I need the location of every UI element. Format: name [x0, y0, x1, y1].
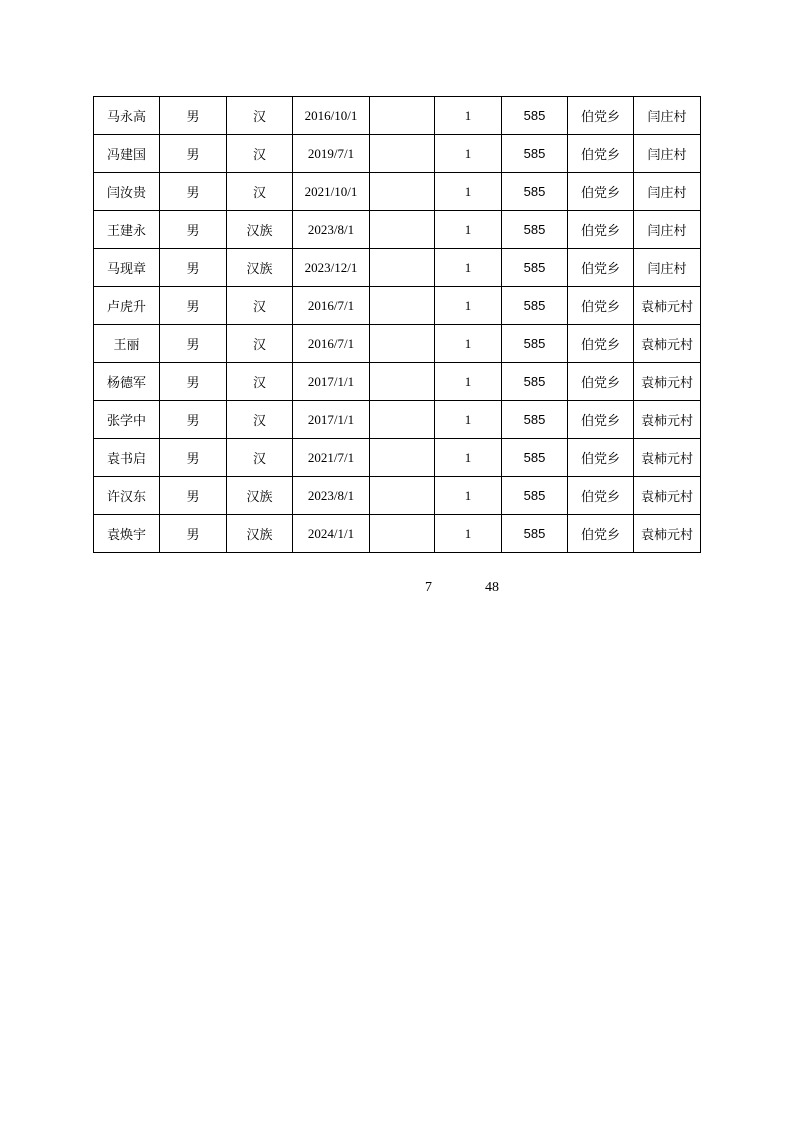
date-cell: 2023/8/1 — [293, 211, 370, 249]
gender-cell: 男 — [160, 515, 227, 553]
note-cell — [370, 325, 435, 363]
amount-cell: 585 — [502, 515, 568, 553]
table-row — [94, 173, 701, 211]
count-cell: 1 — [435, 173, 502, 211]
date-cell: 2016/10/1 — [293, 97, 370, 135]
count-cell: 1 — [435, 97, 502, 135]
gender-cell: 男 — [160, 249, 227, 287]
count-cell: 1 — [435, 135, 502, 173]
table-row — [94, 401, 701, 439]
table-row — [94, 211, 701, 249]
count-cell: 1 — [435, 515, 502, 553]
village-cell: 闫庄村 — [634, 173, 701, 211]
township-cell: 伯党乡 — [568, 325, 634, 363]
village-cell: 袁柿元村 — [634, 515, 701, 553]
table-row — [94, 439, 701, 477]
name-cell: 袁焕宇 — [94, 515, 160, 553]
amount-cell: 585 — [502, 439, 568, 477]
amount-cell: 585 — [502, 325, 568, 363]
ethnicity-cell: 汉 — [227, 287, 293, 325]
count-cell: 1 — [435, 211, 502, 249]
amount-cell: 585 — [502, 97, 568, 135]
date-cell: 2021/10/1 — [293, 173, 370, 211]
date-cell: 2016/7/1 — [293, 287, 370, 325]
gender-cell: 男 — [160, 287, 227, 325]
count-cell: 1 — [435, 287, 502, 325]
ethnicity-cell: 汉 — [227, 401, 293, 439]
table-row — [94, 97, 701, 135]
note-cell — [370, 173, 435, 211]
ethnicity-cell: 汉族 — [227, 211, 293, 249]
name-cell: 袁书启 — [94, 439, 160, 477]
date-cell: 2017/1/1 — [293, 401, 370, 439]
count-cell: 1 — [435, 325, 502, 363]
name-cell: 许汉东 — [94, 477, 160, 515]
village-cell: 袁柿元村 — [634, 439, 701, 477]
township-cell: 伯党乡 — [568, 97, 634, 135]
amount-cell: 585 — [502, 363, 568, 401]
table-row — [94, 515, 701, 553]
name-cell: 闫汝贵 — [94, 173, 160, 211]
ethnicity-cell: 汉族 — [227, 249, 293, 287]
table-row — [94, 249, 701, 287]
date-cell: 2017/1/1 — [293, 363, 370, 401]
name-cell: 张学中 — [94, 401, 160, 439]
table-row — [94, 477, 701, 515]
count-cell: 1 — [435, 249, 502, 287]
village-cell: 闫庄村 — [634, 97, 701, 135]
count-cell: 1 — [435, 477, 502, 515]
gender-cell: 男 — [160, 325, 227, 363]
note-cell — [370, 249, 435, 287]
township-cell: 伯党乡 — [568, 249, 634, 287]
note-cell — [370, 287, 435, 325]
name-cell: 马现章 — [94, 249, 160, 287]
gender-cell: 男 — [160, 97, 227, 135]
note-cell — [370, 97, 435, 135]
name-cell: 王丽 — [94, 325, 160, 363]
note-cell — [370, 211, 435, 249]
date-cell: 2019/7/1 — [293, 135, 370, 173]
footer-count-left: 7 — [425, 580, 432, 595]
date-cell: 2016/7/1 — [293, 325, 370, 363]
roster-body — [94, 97, 701, 553]
ethnicity-cell: 汉 — [227, 135, 293, 173]
date-cell: 2024/1/1 — [293, 515, 370, 553]
ethnicity-cell: 汉 — [227, 173, 293, 211]
amount-cell: 585 — [502, 287, 568, 325]
amount-cell: 585 — [502, 135, 568, 173]
note-cell — [370, 401, 435, 439]
township-cell: 伯党乡 — [568, 135, 634, 173]
count-cell: 1 — [435, 363, 502, 401]
name-cell: 卢虎升 — [94, 287, 160, 325]
table-row — [94, 135, 701, 173]
table-row — [94, 287, 701, 325]
note-cell — [370, 439, 435, 477]
gender-cell: 男 — [160, 401, 227, 439]
township-cell: 伯党乡 — [568, 515, 634, 553]
amount-cell: 585 — [502, 249, 568, 287]
note-cell — [370, 363, 435, 401]
township-cell: 伯党乡 — [568, 287, 634, 325]
township-cell: 伯党乡 — [568, 211, 634, 249]
village-cell: 闫庄村 — [634, 249, 701, 287]
township-cell: 伯党乡 — [568, 363, 634, 401]
ethnicity-cell: 汉 — [227, 325, 293, 363]
amount-cell: 585 — [502, 211, 568, 249]
village-cell: 袁柿元村 — [634, 287, 701, 325]
gender-cell: 男 — [160, 211, 227, 249]
gender-cell: 男 — [160, 135, 227, 173]
note-cell — [370, 135, 435, 173]
village-cell: 闫庄村 — [634, 135, 701, 173]
ethnicity-cell: 汉族 — [227, 477, 293, 515]
village-cell: 袁柿元村 — [634, 325, 701, 363]
name-cell: 马永高 — [94, 97, 160, 135]
village-cell: 袁柿元村 — [634, 363, 701, 401]
township-cell: 伯党乡 — [568, 439, 634, 477]
village-cell: 袁柿元村 — [634, 477, 701, 515]
amount-cell: 585 — [502, 477, 568, 515]
ethnicity-cell: 汉 — [227, 363, 293, 401]
gender-cell: 男 — [160, 173, 227, 211]
table-row — [94, 363, 701, 401]
name-cell: 杨德军 — [94, 363, 160, 401]
village-cell: 袁柿元村 — [634, 401, 701, 439]
table-row — [94, 325, 701, 363]
village-cell: 闫庄村 — [634, 211, 701, 249]
roster-table — [93, 96, 701, 553]
date-cell: 2021/7/1 — [293, 439, 370, 477]
amount-cell: 585 — [502, 401, 568, 439]
count-cell: 1 — [435, 401, 502, 439]
date-cell: 2023/8/1 — [293, 477, 370, 515]
date-cell: 2023/12/1 — [293, 249, 370, 287]
ethnicity-cell: 汉族 — [227, 515, 293, 553]
footer-count-right: 48 — [485, 580, 499, 595]
name-cell: 冯建国 — [94, 135, 160, 173]
gender-cell: 男 — [160, 439, 227, 477]
note-cell — [370, 477, 435, 515]
ethnicity-cell: 汉 — [227, 97, 293, 135]
gender-cell: 男 — [160, 477, 227, 515]
gender-cell: 男 — [160, 363, 227, 401]
township-cell: 伯党乡 — [568, 173, 634, 211]
name-cell: 王建永 — [94, 211, 160, 249]
amount-cell: 585 — [502, 173, 568, 211]
note-cell — [370, 515, 435, 553]
ethnicity-cell: 汉 — [227, 439, 293, 477]
township-cell: 伯党乡 — [568, 477, 634, 515]
count-cell: 1 — [435, 439, 502, 477]
township-cell: 伯党乡 — [568, 401, 634, 439]
